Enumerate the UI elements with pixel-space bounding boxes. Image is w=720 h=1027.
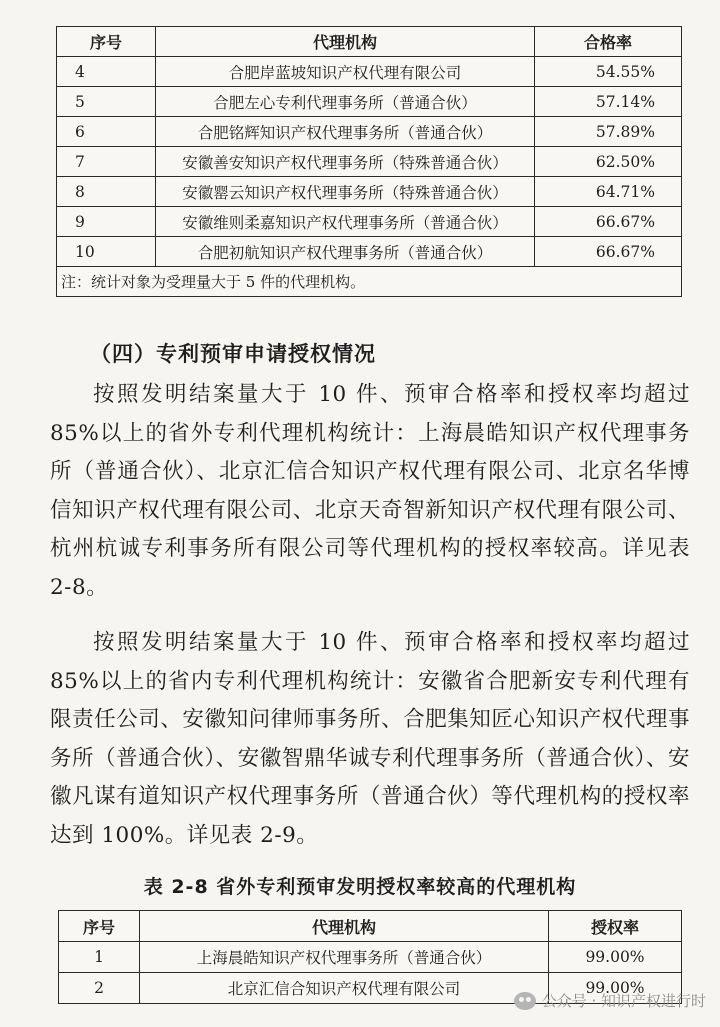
table-note-row <box>57 267 682 297</box>
cell-agency: 合肥初航知识产权代理事务所（普通合伙） <box>156 237 535 267</box>
watermark <box>514 990 706 1011</box>
table-row <box>57 117 682 147</box>
col-header-agency: 代理机构 <box>140 911 549 942</box>
paragraph-text: 按照发明结案量大于 10 件、预审合格率和授权率均超过 85%以上的省外专利代理机构统计：上海晨皓知识产权代理事务所（普通合伙）、北京汇信合知识产权代理有限公司、北京名华博信知识产权代理有限公司、北京天奇智新知识产权代理有限公司、杭州杭诚专利事务所有限公司等代理机构的授权率较高。详见表 2-8。 <box>50 382 690 600</box>
cell-no: 6 <box>57 117 156 147</box>
col-header-no: 序号 <box>57 27 156 57</box>
cell-rate: 64.71% <box>535 177 682 207</box>
cell-no: 4 <box>57 57 156 87</box>
cell-agency: 安徽罂云知识产权代理事务所（特殊普通合伙） <box>156 177 535 207</box>
cell-no: 10 <box>57 237 156 267</box>
cell-rate: 66.67% <box>535 207 682 237</box>
cell-no: 2 <box>59 973 140 1004</box>
cell-agency: 合肥铭辉知识产权代理事务所（普通合伙） <box>156 117 535 147</box>
table-row <box>57 177 682 207</box>
cell-agency: 北京汇信合知识产权代理有限公司 <box>140 973 549 1004</box>
cell-no: 5 <box>57 87 156 117</box>
cell-agency: 合肥岸蓝坡知识产权代理有限公司 <box>156 57 535 87</box>
table-header-row <box>59 911 682 942</box>
table-row <box>57 57 682 87</box>
cell-rate: 54.55% <box>535 57 682 87</box>
table-row <box>57 87 682 117</box>
cell-no: 9 <box>57 207 156 237</box>
cell-agency: 安徽善安知识产权代理事务所（特殊普通合伙） <box>156 147 535 177</box>
paragraph-text: 按照发明结案量大于 10 件、预审合格率和授权率均超过 85%以上的省内专利代理机构统计：安徽省合肥新安专利代理有限责任公司、安徽知问律师事务所、合肥集知匠心知识产权代理事务所（普通合伙）、安徽智鼎华诚专利代理事务所（普通合伙）、安徽凡谋有道知识产权代理事务所（普通合伙）等代理机构的授权率达到 100%。详见表 2-9。 <box>50 630 690 848</box>
paragraph-out-of-province <box>50 376 690 607</box>
cell-agency: 安徽维则柔嘉知识产权代理事务所（普通合伙） <box>156 207 535 237</box>
wechat-icon <box>514 992 536 1010</box>
cell-no: 1 <box>59 942 140 973</box>
table-row <box>57 237 682 267</box>
col-header-grant-rate: 授权率 <box>549 911 682 942</box>
cell-no: 8 <box>57 177 156 207</box>
agency-pass-rate-table <box>56 26 682 297</box>
table-header-row <box>57 27 682 57</box>
cell-agency: 合肥左心专利代理事务所（普通合伙） <box>156 87 535 117</box>
table-row <box>57 147 682 177</box>
cell-no: 7 <box>57 147 156 177</box>
cell-rate: 57.14% <box>535 87 682 117</box>
table-note: 注：统计对象为受理量大于 5 件的代理机构。 <box>57 267 682 297</box>
cell-rate: 99.00% <box>549 973 682 1004</box>
watermark-text: 公众号 · 知识产权进行时 <box>541 992 706 1010</box>
cell-rate: 57.89% <box>535 117 682 147</box>
paragraph-in-province <box>50 624 690 855</box>
col-header-no: 序号 <box>59 911 140 942</box>
cell-agency: 上海晨皓知识产权代理事务所（普通合伙） <box>140 942 549 973</box>
col-header-agency: 代理机构 <box>156 27 535 57</box>
table-caption: 表 2-8 省外专利预审发明授权率较高的代理机构 <box>143 876 577 898</box>
section-heading: （四）专利预审申请授权情况 <box>90 341 376 366</box>
cell-rate: 66.67% <box>535 237 682 267</box>
cell-rate: 99.00% <box>549 942 682 973</box>
cell-rate: 62.50% <box>535 147 682 177</box>
col-header-pass-rate: 合格率 <box>535 27 682 57</box>
table-row <box>59 942 682 973</box>
table-row <box>57 207 682 237</box>
